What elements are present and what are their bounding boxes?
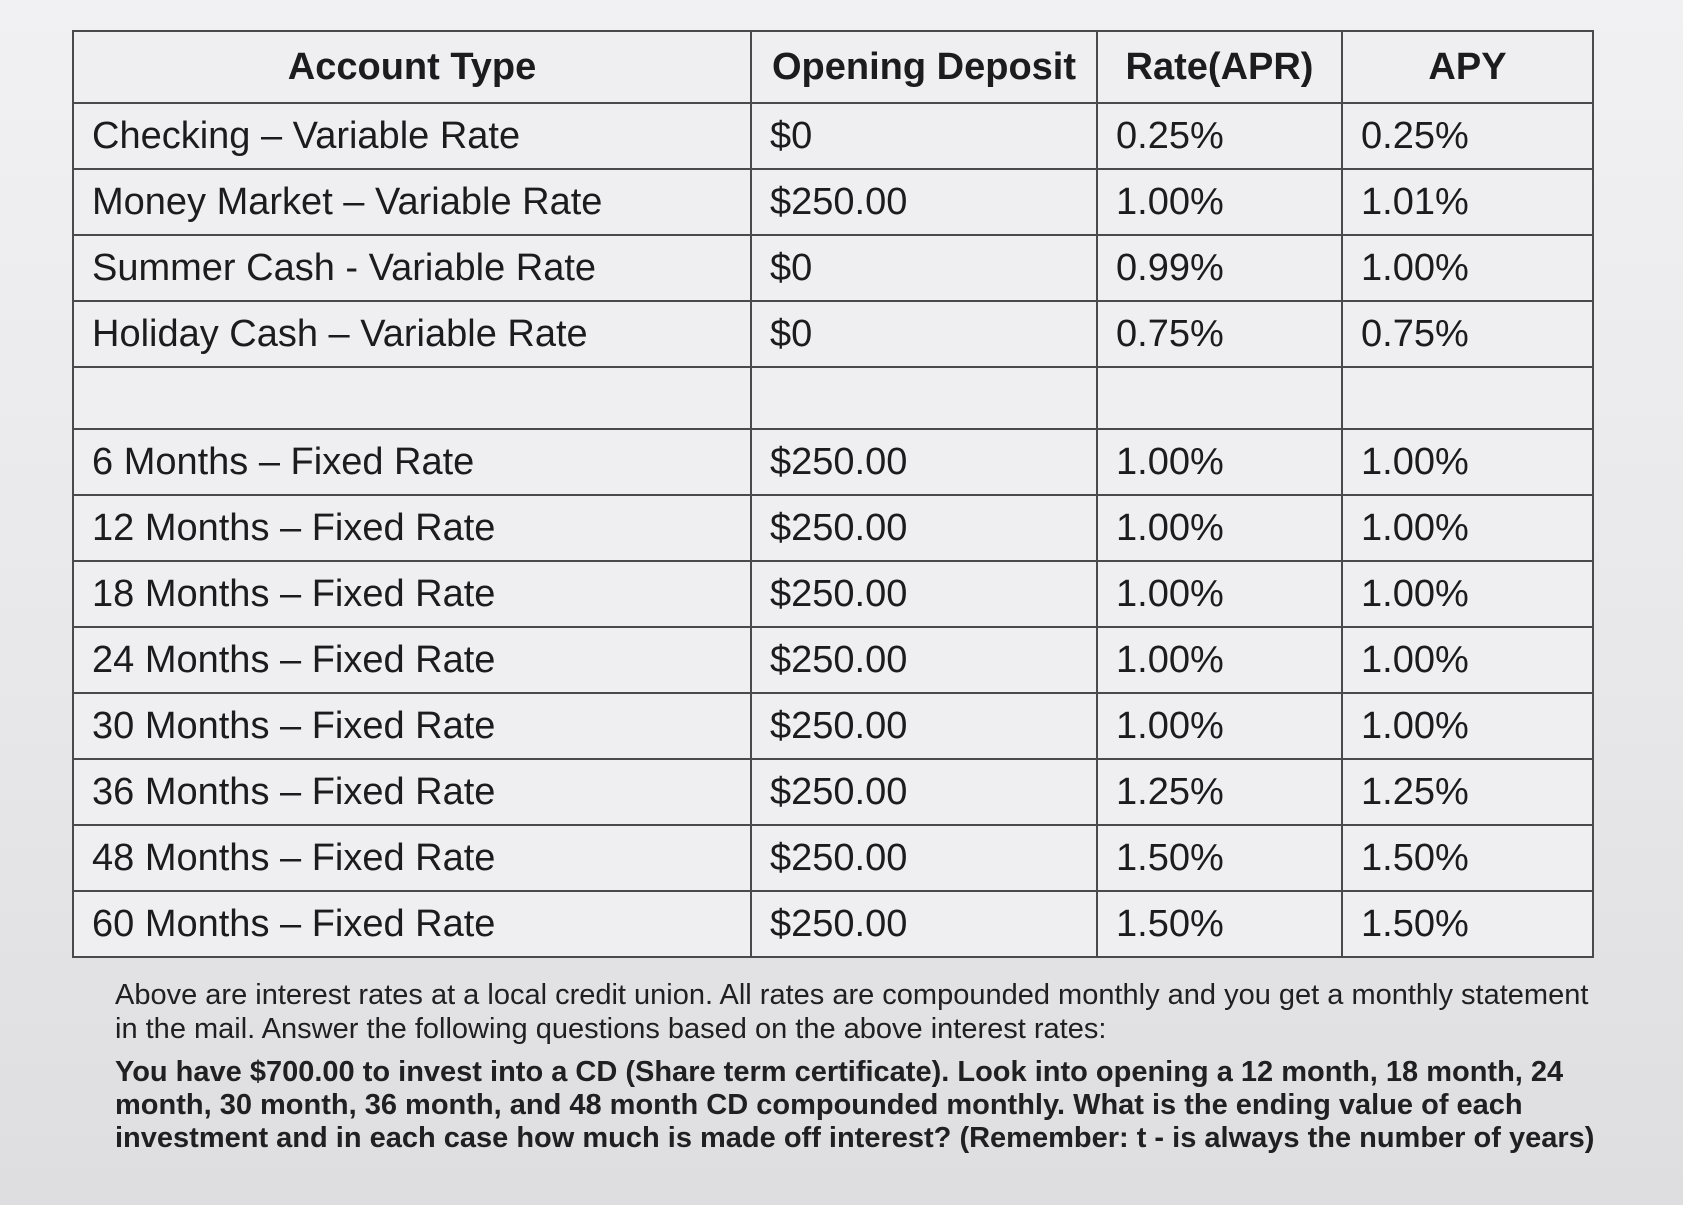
account-type-cell: 36 Months – Fixed Rate: [73, 759, 751, 825]
empty-cell: [1097, 367, 1342, 429]
empty-separator-row: [73, 367, 1593, 429]
rate-apr-cell: 1.50%: [1097, 825, 1342, 891]
opening-deposit-cell: $0: [751, 103, 1097, 169]
apy-cell: 1.00%: [1342, 693, 1593, 759]
account-type-cell: Summer Cash - Variable Rate: [73, 235, 751, 301]
opening-deposit-cell: $0: [751, 301, 1097, 367]
table-row: [73, 825, 1593, 891]
opening-deposit-cell: $250.00: [751, 169, 1097, 235]
empty-cell: [73, 367, 751, 429]
rate-apr-cell: 1.25%: [1097, 759, 1342, 825]
table-row: [73, 627, 1593, 693]
table-row: [73, 891, 1593, 957]
interest-rates-table: [72, 30, 1594, 958]
rate-apr-cell: 1.00%: [1097, 495, 1342, 561]
table-row: [73, 301, 1593, 367]
apy-cell: 1.00%: [1342, 495, 1593, 561]
rate-apr-cell: 1.50%: [1097, 891, 1342, 957]
rate-apr-cell: 1.00%: [1097, 561, 1342, 627]
apy-cell: 1.01%: [1342, 169, 1593, 235]
table-row: [73, 429, 1593, 495]
opening-deposit-cell: $250.00: [751, 759, 1097, 825]
empty-cell: [1342, 367, 1593, 429]
apy-cell: 1.50%: [1342, 825, 1593, 891]
header-opening-deposit: Opening Deposit: [751, 31, 1097, 103]
opening-deposit-cell: $250.00: [751, 891, 1097, 957]
account-type-cell: 12 Months – Fixed Rate: [73, 495, 751, 561]
account-type-cell: 48 Months – Fixed Rate: [73, 825, 751, 891]
apy-cell: 1.00%: [1342, 627, 1593, 693]
account-type-cell: Money Market – Variable Rate: [73, 169, 751, 235]
opening-deposit-cell: $250.00: [751, 825, 1097, 891]
rate-apr-cell: 0.99%: [1097, 235, 1342, 301]
rate-apr-cell: 1.00%: [1097, 693, 1342, 759]
rate-apr-cell: 1.00%: [1097, 169, 1342, 235]
header-apy: APY: [1342, 31, 1593, 103]
opening-deposit-cell: $250.00: [751, 627, 1097, 693]
apy-cell: 1.50%: [1342, 891, 1593, 957]
table-row: [73, 169, 1593, 235]
opening-deposit-cell: $250.00: [751, 495, 1097, 561]
rate-apr-cell: 0.75%: [1097, 301, 1342, 367]
rate-apr-cell: 1.00%: [1097, 627, 1342, 693]
table-header-row: [73, 31, 1593, 103]
opening-deposit-cell: $250.00: [751, 561, 1097, 627]
table-row: [73, 759, 1593, 825]
apy-cell: 1.25%: [1342, 759, 1593, 825]
apy-cell: 1.00%: [1342, 235, 1593, 301]
table-row: [73, 495, 1593, 561]
problem-text: [115, 978, 1615, 1155]
account-type-cell: 60 Months – Fixed Rate: [73, 891, 751, 957]
rate-apr-cell: 1.00%: [1097, 429, 1342, 495]
header-account-type: Account Type: [73, 31, 751, 103]
table-row: [73, 235, 1593, 301]
empty-cell: [751, 367, 1097, 429]
apy-cell: 1.00%: [1342, 561, 1593, 627]
apy-cell: 0.75%: [1342, 301, 1593, 367]
opening-deposit-cell: $250.00: [751, 429, 1097, 495]
account-type-cell: 24 Months – Fixed Rate: [73, 627, 751, 693]
apy-cell: 0.25%: [1342, 103, 1593, 169]
account-type-cell: Holiday Cash – Variable Rate: [73, 301, 751, 367]
account-type-cell: 30 Months – Fixed Rate: [73, 693, 751, 759]
question-paragraph: You have $700.00 to invest into a CD (Share term certificate). Look into opening a 12 month, 18 month, 24 month, 30 month, 36 month, and 48 month CD compounded monthly. What is the ending value of each investment and in each case how much is made off interest? (Remember: t - is always the number of years): [115, 1056, 1595, 1154]
opening-deposit-cell: $250.00: [751, 693, 1097, 759]
rate-apr-cell: 0.25%: [1097, 103, 1342, 169]
account-type-cell: Checking – Variable Rate: [73, 103, 751, 169]
table-row: [73, 103, 1593, 169]
table-row: [73, 693, 1593, 759]
account-type-cell: 18 Months – Fixed Rate: [73, 561, 751, 627]
intro-paragraph: Above are interest rates at a local credit union. All rates are compounded monthly and you get a monthly statement in the mail. Answer the following questions based on the above interest rates:: [115, 979, 1589, 1045]
account-type-cell: 6 Months – Fixed Rate: [73, 429, 751, 495]
apy-cell: 1.00%: [1342, 429, 1593, 495]
header-rate-apr: Rate(APR): [1097, 31, 1342, 103]
opening-deposit-cell: $0: [751, 235, 1097, 301]
table-row: [73, 561, 1593, 627]
